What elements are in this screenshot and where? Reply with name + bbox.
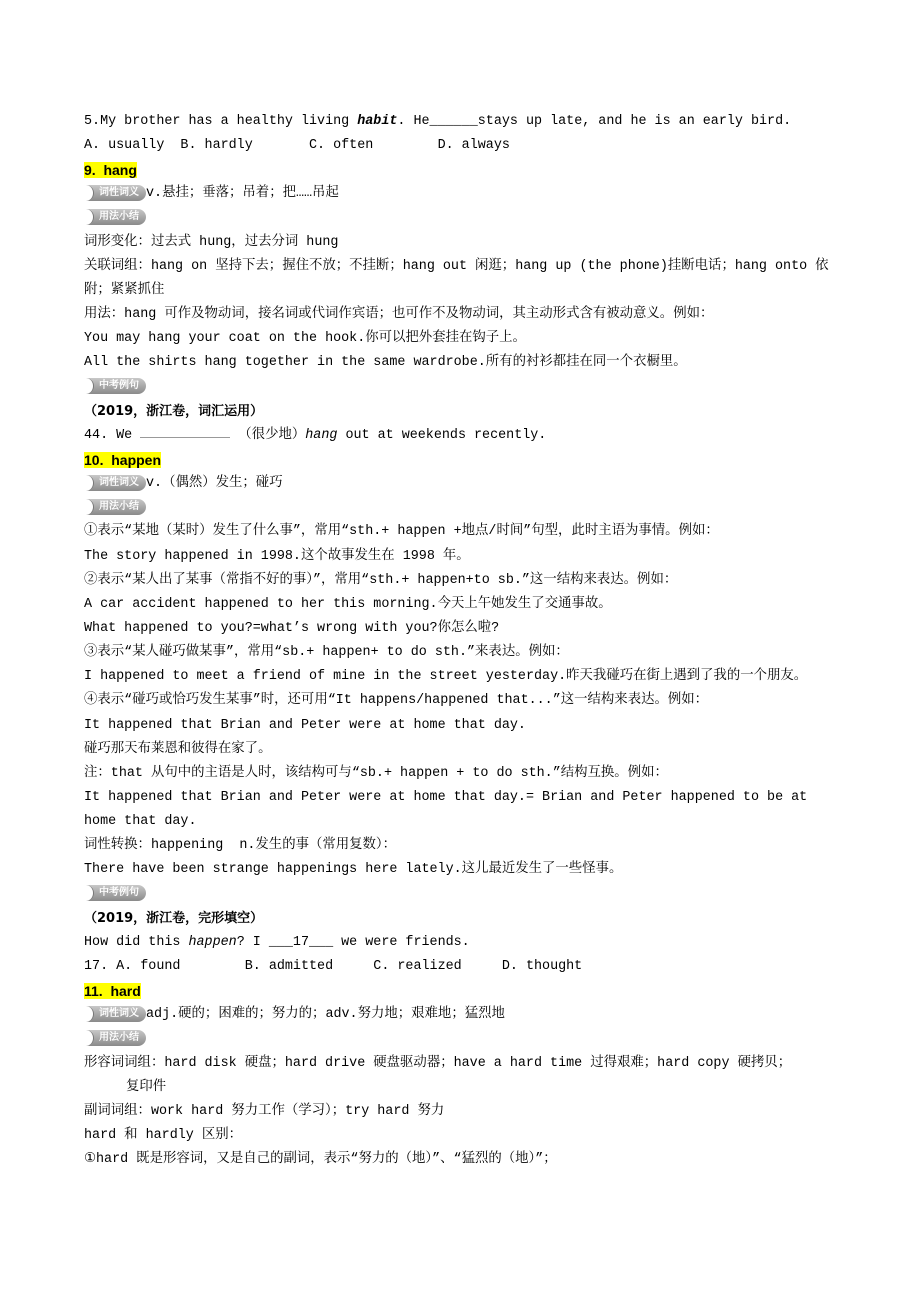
exam-source: （2019，浙江卷，词汇运用）	[84, 403, 264, 419]
text: 44. We	[84, 427, 141, 443]
text-line: 关联词组：hang on 坚持下去；握住不放；不挂断；hang out 闲逛；hang up (the phone)挂断电话；hang onto 依附；紧紧抓住	[84, 258, 829, 298]
entry-title-hard: 11. hard	[84, 983, 141, 1000]
text-line: 碰巧那天布莱恩和彼得在家了。	[84, 741, 272, 757]
text-line: The story happened in 1998.这个故事发生在 1998 年。	[84, 548, 470, 564]
text-line: 注：that 从句中的主语是人时，该结构可与“sb.+ happen + to do sth.”结构互换。例如：	[84, 765, 668, 781]
usage-badge-icon: 用法小结	[84, 499, 146, 515]
text-line: It happened that Brian and Peter were at home that day.= Brian and Peter happened to be at home that day.	[84, 789, 808, 830]
text-line: hard 和 hardly 区别：	[84, 1127, 243, 1143]
meaning: adj.硬的；困难的；努力的；adv.努力地；艰难地；猛烈地	[146, 1007, 505, 1023]
text-line: 词形变化：过去式 hung，过去分词 hung	[84, 234, 339, 250]
question-5-options: A. usually B. hardly C. often D. always	[84, 138, 510, 154]
text-line: 形容词词组：hard disk 硬盘；hard drive 硬盘驱动器；have a hard time 过得艰难；hard copy 硬拷贝；	[84, 1055, 792, 1071]
text-line: All the shirts hang together in the same wardrobe.所有的衬衫都挂在同一个衣橱里。	[84, 355, 687, 371]
keyword: hang	[305, 427, 338, 443]
exam-badge-icon: 中考例句	[84, 378, 146, 394]
entry-title-happen: 10. happen	[84, 452, 162, 468]
text-line: 词性转换：happening n.发生的事（常用复数）：	[84, 838, 397, 854]
text-line: You may hang your coat on the hook.你可以把外套挂在钩子上。	[84, 331, 526, 347]
usage-badge-icon: 用法小结	[84, 1030, 146, 1046]
exam-badge-icon: 中考例句	[84, 885, 146, 901]
text-line: What happened to you?=what’s wrong with you?你怎么啦?	[84, 620, 500, 636]
text: How did this	[84, 934, 189, 950]
text-line: I happened to meet a friend of mine in the street yesterday.昨天我碰巧在街上遇到了我的一个朋友。	[84, 669, 808, 685]
meaning-badge-icon: 词性词义	[84, 475, 146, 491]
exam-question	[84, 424, 844, 448]
meaning: v.（偶然）发生；碰巧	[146, 476, 283, 492]
text-line: It happened that Brian and Peter were at home that day.	[84, 717, 526, 733]
answer-blank	[140, 425, 230, 438]
text-line: 复印件	[126, 1079, 167, 1095]
text-line: ①hard 既是形容词，又是自己的副词，表示“努力的（地）”、“猛烈的（地）”；	[84, 1152, 557, 1168]
keyword: habit	[357, 114, 398, 129]
text: ? I ___17___ we were friends.	[236, 934, 470, 950]
exam-question	[84, 931, 844, 955]
usage-badge-icon: 用法小结	[84, 209, 146, 225]
text-line: ①表示“某地（某时）发生了什么事”，常用“sth.+ happen +地点/时间”句型，此时主语为事情。例如：	[84, 524, 719, 540]
question-5	[84, 110, 844, 134]
entry-title-hang: 9. hang	[84, 162, 137, 179]
text-line: 用法：hang 可作及物动词，接名词或代词作宾语；也可作不及物动词，其主动形式含有被动意义。例如：	[84, 307, 714, 323]
keyword: happen	[188, 934, 237, 950]
text: （很少地）	[230, 427, 306, 443]
text: . He______stays up late, and he is an early bird.	[397, 114, 792, 129]
text: out at weekends recently.	[337, 427, 547, 443]
meaning: v.悬挂；垂落；吊着；把……吊起	[146, 186, 339, 202]
exam-options: 17. A. found B. admitted C. realized D. thought	[84, 958, 583, 974]
text-line: ③表示“某人碰巧做某事”，常用“sb.+ happen+ to do sth.”来表达。例如：	[84, 645, 569, 661]
text-line: A car accident happened to her this morning.今天上午她发生了交通事故。	[84, 596, 612, 612]
text-line: 副词词组：work hard 努力工作（学习）；try hard 努力	[84, 1103, 445, 1119]
meaning-badge-icon: 词性词义	[84, 1006, 146, 1022]
meaning-badge-icon: 词性词义	[84, 185, 146, 201]
text-line: There have been strange happenings here lately.这儿最近发生了一些怪事。	[84, 862, 623, 878]
text: 5.My brother has a healthy living	[84, 114, 358, 129]
exam-source: （2019，浙江卷，完形填空）	[84, 910, 264, 926]
text-line: ④表示“碰巧或恰巧发生某事”时，还可用“It happens/happened that...”这一结构来表达。例如：	[84, 693, 709, 709]
text-line: ②表示“某人出了某事（常指不好的事）”，常用“sth.+ happen+to sb.”这一结构来表达。例如：	[84, 572, 678, 588]
document-body	[84, 110, 844, 1172]
